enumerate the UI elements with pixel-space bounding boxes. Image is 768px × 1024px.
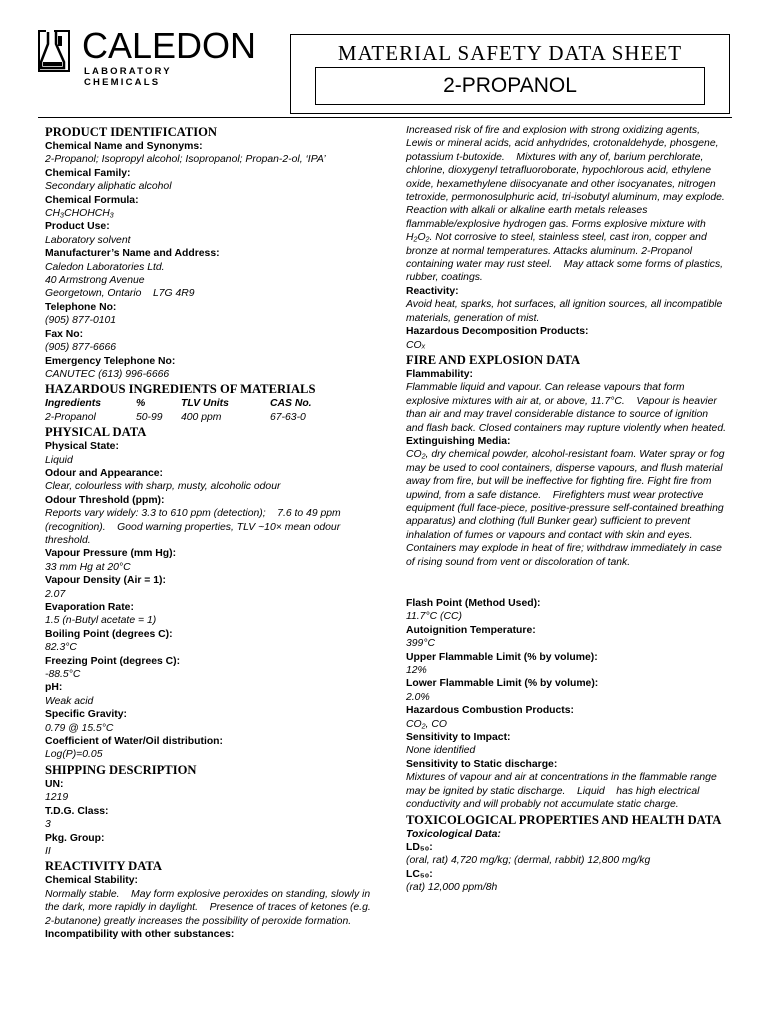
field-value: 12%	[406, 665, 427, 677]
ingredients-header-row	[45, 397, 375, 410]
field-value: Increased risk of fire and explosion with strong oxidizing agents, Lewis or mineral acids, acid anhydrides, crotonaldehyde, phosgene, potassium t-butoxide. Mixtures with any of, barium perchlorate, chlorine, dioxygenyl tetrafluoroborate, hypochlorous acid, ethylene oxide, hexamethylene diisocyanate and other isocyanates, nitrogen tetroxide, permonosulphuric acid, tri-isobutyl aluminum, may explode. Reaction with alkali or alkaline earth metals releases flammable/explosive hydrogen gas. Forms explosive mixture with H₂O₂. Not corrosive to steel, stainless steel, cast iron, copper and bronze at normal temperatures. Attacks aluminum. 2-Propanol containing water may rust steel. May attack some forms of plastics, rubber, coatings.	[406, 125, 728, 284]
field-value: 399°C	[406, 638, 435, 650]
right-column	[406, 124, 728, 895]
field-label: Chemical Name and Synonyms:	[45, 141, 203, 152]
section-heading-product-identification: PRODUCT IDENTIFICATION	[45, 125, 218, 139]
field-label: Boiling Point (degrees C):	[45, 628, 173, 640]
field-value: Liquid	[45, 454, 73, 466]
left-column	[45, 124, 375, 941]
section-heading-physical-data: PHYSICAL DATA	[45, 425, 147, 440]
field-value: None identified	[406, 745, 476, 757]
field-value: Flammable liquid and vapour. Can release vapours that form explosive mixtures with air at, or above, 11.7°C. Vapour is heavier than air and may travel considerable distance to source of ignition and flash back. Closed containers may rupture violently when heated.	[406, 382, 726, 434]
field-label: Evaporation Rate:	[45, 602, 134, 613]
address-line: 40 Armstrong Avenue	[45, 275, 145, 287]
field-value: 82.3°C	[45, 642, 77, 654]
field-value: 2-Propanol; Isopropyl alcohol; Isopropanol; Propan-2-ol, ‘IPA’	[45, 154, 326, 166]
field-label: Vapour Pressure (mm Hg):	[45, 548, 177, 560]
field-label: LC₅₀:	[406, 868, 433, 880]
table-row	[45, 411, 375, 424]
field-value: Mixtures of vapour and air at concentrations in the flammable range may be ignited by static discharge. Liquid has high electrical conductivity and will probably not accumulate static charge.	[406, 772, 720, 811]
field-label: Chemical Stability:	[45, 875, 138, 887]
field-value: Clear, colourless with sharp, musty, alcoholic odour	[45, 481, 281, 493]
field-value: (905) 877-6666	[45, 342, 117, 354]
title-box	[290, 34, 730, 114]
field-label: Flash Point (Method Used):	[406, 598, 541, 609]
field-label: Sensitivity to Impact:	[406, 732, 511, 744]
field-value: CH₃CHOHCH₃	[45, 208, 114, 220]
field-label: Specific Gravity:	[45, 709, 128, 721]
column-header: Ingredients	[45, 398, 102, 410]
field-value: 11.7°C (CC)	[406, 611, 462, 623]
field-label: T.D.G. Class:	[45, 805, 109, 817]
field-value: COₓ	[406, 339, 426, 351]
section-heading-hazardous-ingredients: HAZARDOUS INGREDIENTS OF MATERIALS	[45, 382, 316, 397]
address-line: Georgetown, Ontario L7G 4R9	[45, 288, 195, 300]
field-label: Lower Flammable Limit (% by volume):	[406, 678, 599, 690]
section-heading-toxicological: TOXICOLOGICAL PROPERTIES AND HEALTH DATA	[406, 812, 722, 827]
field-value: Weak acid	[45, 695, 94, 707]
field-value: (oral, rat) 4,720 mg/kg; (dermal, rabbit) 12,800 mg/kg	[406, 855, 651, 867]
field-label: Coefficient of Water/Oil distribution:	[45, 736, 223, 748]
field-value: Laboratory solvent	[45, 234, 131, 246]
blank-space	[406, 569, 728, 597]
field-label: Hazardous Combustion Products:	[406, 705, 574, 717]
table-cell: 50-99	[136, 411, 163, 423]
caledon-logo	[38, 25, 257, 88]
section-heading-shipping: SHIPPING DESCRIPTION	[45, 762, 197, 777]
field-value: II	[45, 845, 51, 857]
field-label: Odour Threshold (ppm):	[45, 494, 165, 506]
field-label: LD₅₀:	[406, 841, 433, 853]
flask-logo-icon	[38, 30, 74, 72]
column-header: TLV Units	[181, 398, 229, 410]
field-value: (905) 877-0101	[45, 315, 117, 327]
column-header: %	[136, 398, 146, 410]
field-label: Product Use:	[45, 221, 110, 233]
field-label: Chemical Formula:	[45, 194, 139, 206]
field-label: Pkg. Group:	[45, 832, 105, 844]
field-label: Manufacturer’s Name and Address:	[45, 248, 220, 260]
field-value: Reports vary widely: 3.3 to 610 ppm (detection); 7.6 to 49 ppm (recognition). Good warning properties, TLV ~10× mean odour threshold.	[45, 508, 344, 546]
field-label: Odour and Appearance:	[45, 467, 163, 479]
field-value: Normally stable. May form explosive peroxides on standing, slowly in the dark, more rapidly in daylight. Presence of traces of ketones (e.g. 2-butanone) greatly increases the possibility of peroxide formation.	[45, 888, 374, 927]
field-label: Fax No:	[45, 328, 84, 340]
field-value: Log(P)=0.05	[45, 749, 103, 761]
field-label: Sensitivity to Static discharge:	[406, 758, 558, 770]
field-value: 0.79 @ 15.5°C	[45, 722, 114, 734]
table-cell: 67-63-0	[270, 411, 306, 423]
field-label: Flammability:	[406, 368, 473, 380]
field-value: 33 mm Hg at 20°C	[45, 561, 131, 573]
document-title: MATERIAL SAFETY DATA SHEET	[337, 41, 683, 65]
table-cell: 2-Propanol	[45, 411, 96, 423]
field-label: Chemical Family:	[45, 167, 131, 179]
column-header: CAS No.	[270, 398, 312, 410]
field-value: -88.5°C	[45, 669, 81, 681]
address-line: Caledon Laboratories Ltd.	[45, 261, 165, 273]
field-value: 1219	[45, 792, 69, 804]
field-label: Autoignition Temperature:	[406, 624, 536, 636]
field-label: Extinguishing Media:	[406, 435, 511, 447]
field-value: (rat) 12,000 ppm/8h	[406, 882, 498, 894]
field-label: UN:	[45, 778, 64, 790]
field-label: Vapour Density (Air = 1):	[45, 575, 166, 587]
field-value: 3	[45, 819, 51, 831]
field-value: CO₂, CO	[406, 718, 447, 730]
subsection-label: Toxicological Data:	[406, 828, 501, 840]
field-label: Telephone No:	[45, 301, 117, 313]
field-value: 2.0%	[406, 691, 430, 703]
field-value: 2.07	[45, 588, 66, 600]
field-label: Emergency Telephone No:	[45, 355, 176, 367]
field-label: Reactivity:	[406, 285, 459, 297]
field-value: CO₂, dry chemical powder, alcohol-resistant foam. Water spray or fog may be used to cool containers, disperse vapours, and flush material away from fire, but will be ineffective for fighting fire. Fight fire from upwind, from a safe distance. Firefighters must wear protective equipment (full face-piece, positive-pressure self-contained breathing apparatus) and clothing (full Bunker gear) sufficient to prevent inhalation of fumes or vapours and contact with skin and eyes. Containers may explode in heat of fire; withdraw immediately in case of rising sound from vent or discoloration of tank.	[406, 449, 728, 568]
section-heading-fire-explosion: FIRE AND EXPLOSION DATA	[406, 352, 581, 367]
field-value: CANUTEC (613) 996-6666	[45, 368, 170, 380]
field-label: Physical State:	[45, 441, 119, 453]
field-value: Avoid heat, sparks, hot surfaces, all ignition sources, all incompatible materials, generation of mist.	[406, 299, 723, 324]
field-label: Hazardous Decomposition Products:	[406, 326, 589, 338]
logo-subtitle: LABORATORY CHEMICALS	[84, 66, 172, 88]
field-value: 1.5 (n-Butyl acetate = 1)	[45, 615, 157, 627]
field-value: Secondary aliphatic alcohol	[45, 181, 172, 193]
table-cell: 400 ppm	[181, 411, 222, 423]
product-name: 2-PROPANOL	[315, 67, 705, 105]
header-divider	[38, 117, 732, 118]
field-label: Freezing Point (degrees C):	[45, 655, 181, 667]
field-label: pH:	[45, 682, 63, 694]
field-label: Incompatibility with other substances:	[45, 928, 235, 940]
field-label: Upper Flammable Limit (% by volume):	[406, 651, 598, 663]
logo-name: CALEDON	[82, 25, 257, 66]
section-heading-reactivity: REACTIVITY DATA	[45, 859, 162, 874]
